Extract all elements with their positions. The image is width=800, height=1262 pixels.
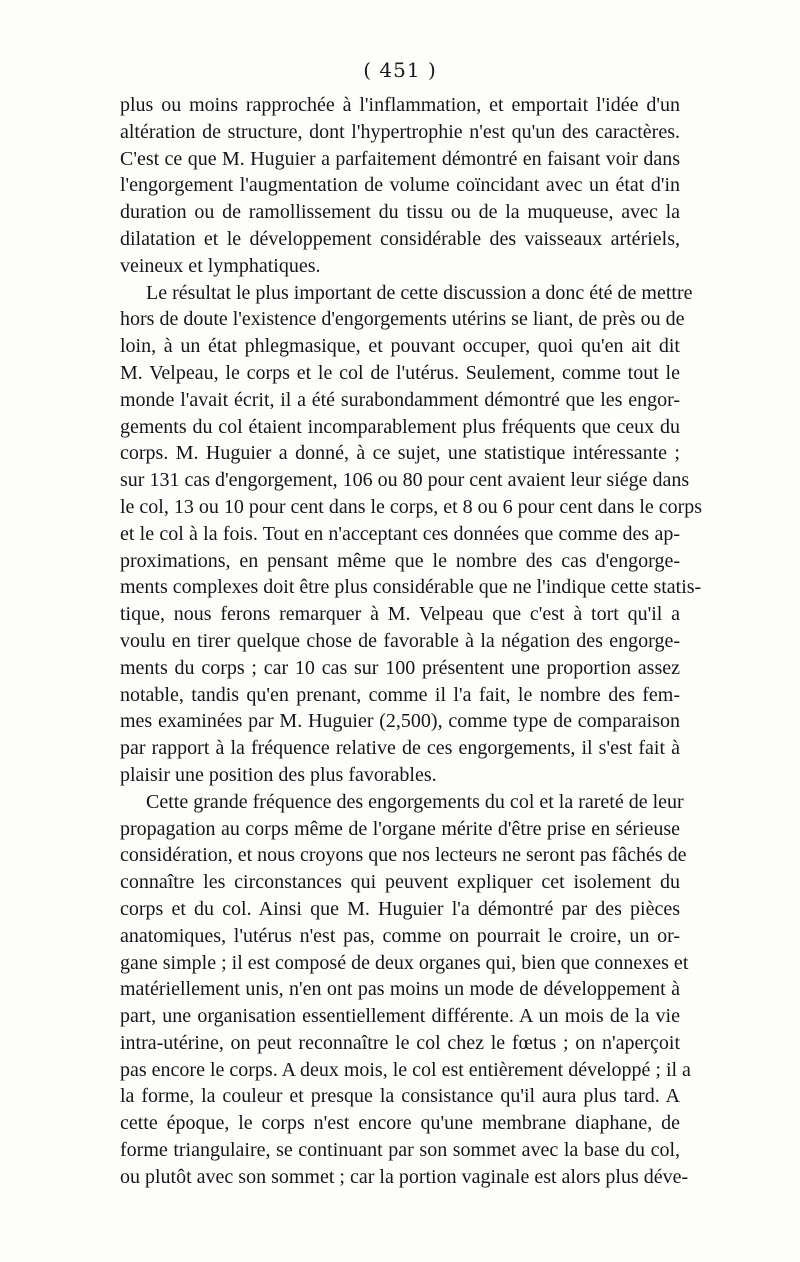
text-line: plus ou moins rapprochée à l'inflammation, et emportait l'idée d'un	[120, 94, 680, 116]
paragraph-1	[120, 92, 680, 280]
text-line: pas encore le corps. A deux mois, le col est entièrement développé ; il a	[120, 1058, 691, 1081]
text-line: hors de doute l'existence d'engorgements utérins se liant, de près ou de	[120, 308, 685, 331]
text-line: M. Velpeau, le corps et le col de l'utérus. Seulement, comme tout le	[120, 361, 680, 384]
text-line: ments complexes doit être plus considérable que ne l'indique cette statis-	[120, 576, 702, 599]
text-line: ments du corps ; car 10 cas sur 100 présentent une proportion assez	[120, 656, 680, 679]
text-line: et le col à la fois. Tout en n'acceptant ces données que comme des ap-	[120, 522, 680, 545]
text-line: Le résultat le plus important de cette discussion a donc été de mettre	[146, 281, 693, 304]
text-line: gane simple ; il est composé de deux organes qui, bien que connexes et	[120, 951, 689, 974]
paragraph-2	[120, 280, 703, 789]
text-line: C'est ce que M. Huguier a parfaitement démontré en faisant voir dans	[120, 147, 680, 170]
text-line: ou plutôt avec son sommet ; car la portion vaginale est alors plus déve-	[120, 1165, 689, 1188]
body-text	[120, 92, 703, 1191]
text-line: monde l'avait écrit, il a été surabondamment démontré que les engor-	[120, 388, 680, 411]
text-line: l'engorgement l'augmentation de volume coïncidant avec un état d'in	[120, 174, 680, 197]
text-line: duration ou de ramollissement du tissu ou de la muqueuse, avec la	[120, 201, 680, 224]
text-line: Cette grande fréquence des engorgements du col et la rareté de leur	[146, 790, 684, 813]
text-line: propagation au corps même de l'organe mérite d'être prise en sérieuse	[120, 817, 680, 840]
text-line: notable, tandis qu'en prenant, comme il l'a fait, le nombre des fem-	[120, 683, 680, 706]
text-line: anatomiques, l'utérus n'est pas, comme on pourrait le croire, un or-	[120, 924, 680, 947]
text-line: plaisir une position des plus favorables.	[120, 763, 437, 786]
text-line: sur 131 cas d'engorgement, 106 ou 80 pour cent avaient leur siége dans	[120, 469, 690, 492]
text-line: dilatation et le développement considérable des vaisseaux artériels,	[120, 227, 680, 250]
text-line: connaître les circonstances qui peuvent expliquer cet isolement du	[120, 871, 680, 894]
text-line: matériellement unis, n'en ont pas moins un mode de développement à	[120, 978, 680, 1001]
text-line: loin, à un état phlegmasique, et pouvant occuper, quoi qu'en ait dit	[120, 335, 680, 358]
text-line: part, une organisation essentiellement différente. A un mois de la vie	[120, 1005, 680, 1028]
text-line: mes examinées par M. Huguier (2,500), comme type de comparaison	[120, 710, 680, 733]
text-line: tique, nous ferons remarquer à M. Velpeau que c'est à tort qu'il a	[120, 603, 680, 626]
text-line: cette époque, le corps n'est encore qu'une membrane diaphane, de	[120, 1112, 680, 1135]
text-line: corps. M. Huguier a donné, à ce sujet, une statistique intéressante ;	[120, 442, 680, 465]
text-line: proximations, en pensant même que le nombre des cas d'engorge-	[120, 549, 680, 572]
text-line: le col, 13 ou 10 pour cent dans le corps, et 8 ou 6 pour cent dans le corps	[120, 495, 703, 518]
text-line: veineux et lymphatiques.	[120, 254, 321, 277]
text-line: voulu en tirer quelque chose de favorable à la négation des engorge-	[120, 629, 680, 652]
text-line: par rapport à la fréquence relative de ces engorgements, il s'est fait à	[120, 737, 680, 760]
text-line: la forme, la couleur et presque la consistance qu'il aura plus tard. A	[120, 1085, 680, 1108]
text-line: intra-utérine, on peut reconnaître le col chez le fœtus ; on n'aperçoit	[120, 1031, 680, 1054]
paragraph-3	[120, 789, 691, 1191]
text-line: gements du col étaient incomparablement plus fréquents que ceux du	[120, 415, 680, 438]
text-line: corps et du col. Ainsi que M. Huguier l'a démontré par des pièces	[120, 897, 680, 920]
text-line: forme triangulaire, se continuant par son sommet avec la base du col,	[120, 1139, 680, 1162]
text-line: considération, et nous croyons que nos lecteurs ne seront pas fâchés de	[120, 844, 687, 867]
page-number: ( 451 )	[363, 58, 437, 82]
text-line: altération de structure, dont l'hypertrophie n'est qu'un des caractères.	[120, 120, 680, 143]
